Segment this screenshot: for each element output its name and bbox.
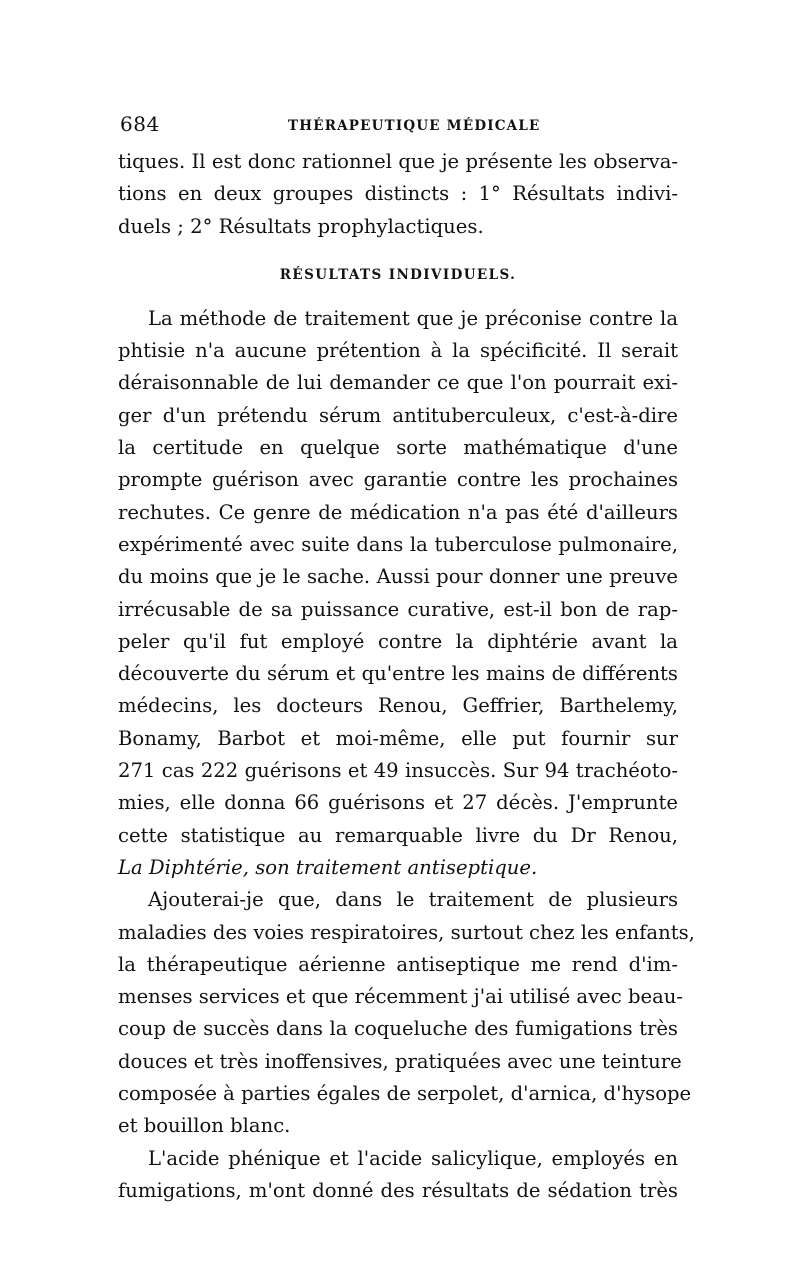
running-title: THÉRAPEUTIQUE MÉDICALE	[288, 118, 541, 134]
text-line: L'acide phénique et l'acide salicylique, employés en	[148, 1146, 678, 1170]
text-line: la thérapeutique aérienne antiseptique me rend d'im-	[118, 952, 678, 976]
text-line: composée à parties égales de serpolet, d'arnica, d'hysope	[118, 1082, 692, 1106]
text-line: peler qu'il fut employé contre la diphtérie avant la	[118, 629, 678, 653]
body-text	[118, 146, 695, 1207]
text-line: Ajouterai-je que, dans le traitement de plusieurs	[148, 888, 678, 912]
text-line: douces et très inoffensives, pratiquées avec une teinture	[118, 1049, 682, 1073]
text-line: Bonamy, Barbot et moi-même, elle put fournir sur	[118, 726, 678, 750]
text-line: coup de succès dans la coqueluche des fumigations très	[118, 1017, 678, 1041]
text-line: mies, elle donna 66 guérisons et 27 décès. J'emprunte	[118, 791, 678, 815]
text-line: ger d'un prétendu sérum antituberculeux, c'est-à-dire	[118, 403, 678, 427]
text-line: découverte du sérum et qu'entre les mains de différents	[118, 662, 678, 686]
section-heading: RÉSULTATS INDIVIDUELS.	[279, 266, 517, 283]
text-line: et bouillon blanc.	[118, 1114, 291, 1138]
text-line: phtisie n'a aucune prétention à la spécificité. Il serait	[118, 339, 678, 363]
text-line: déraisonnable de lui demander ce que l'on pourrait exi-	[118, 371, 678, 395]
text-line: 271 cas 222 guérisons et 49 insuccès. Sur 94 trachéoto-	[118, 759, 678, 783]
text-line: irrécusable de sa puissance curative, est-il bon de rap-	[118, 597, 678, 621]
text-line: cette statistique au remarquable livre du Dr Renou,	[118, 823, 678, 847]
book-title-citation: La Diphtérie, son traitement antiseptique.	[118, 855, 538, 879]
text-line: médecins, les docteurs Renou, Geffrier, Barthelemy,	[118, 694, 678, 718]
text-line: du moins que je le sache. Aussi pour donner une preuve	[118, 565, 678, 589]
text-line: tiques. Il est donc rationnel que je présente les observa-	[118, 150, 678, 173]
text-line: La méthode de traitement que je préconise contre la	[148, 306, 678, 330]
text-line: tions en deux groupes distincts : 1° Résultats indivi-	[118, 182, 678, 206]
text-line: prompte guérison avec garantie contre les prochaines	[118, 468, 678, 492]
text-line: rechutes. Ce genre de médication n'a pas été d'ailleurs	[118, 500, 678, 524]
text-line: duels ; 2° Résultats prophylactiques.	[118, 214, 484, 238]
text-line: maladies des voies respiratoires, surtout chez les enfants,	[118, 920, 695, 944]
text-line: expérimenté avec suite dans la tuberculose pulmonaire,	[118, 532, 678, 556]
page-number: 684	[120, 112, 160, 136]
page-header	[120, 112, 680, 142]
text-line: menses services et que récemment j'ai utilisé avec beau-	[118, 985, 684, 1009]
text-line: fumigations, m'ont donné des résultats de sédation très	[118, 1178, 678, 1202]
text-line: la certitude en quelque sorte mathématique d'une	[118, 436, 678, 460]
